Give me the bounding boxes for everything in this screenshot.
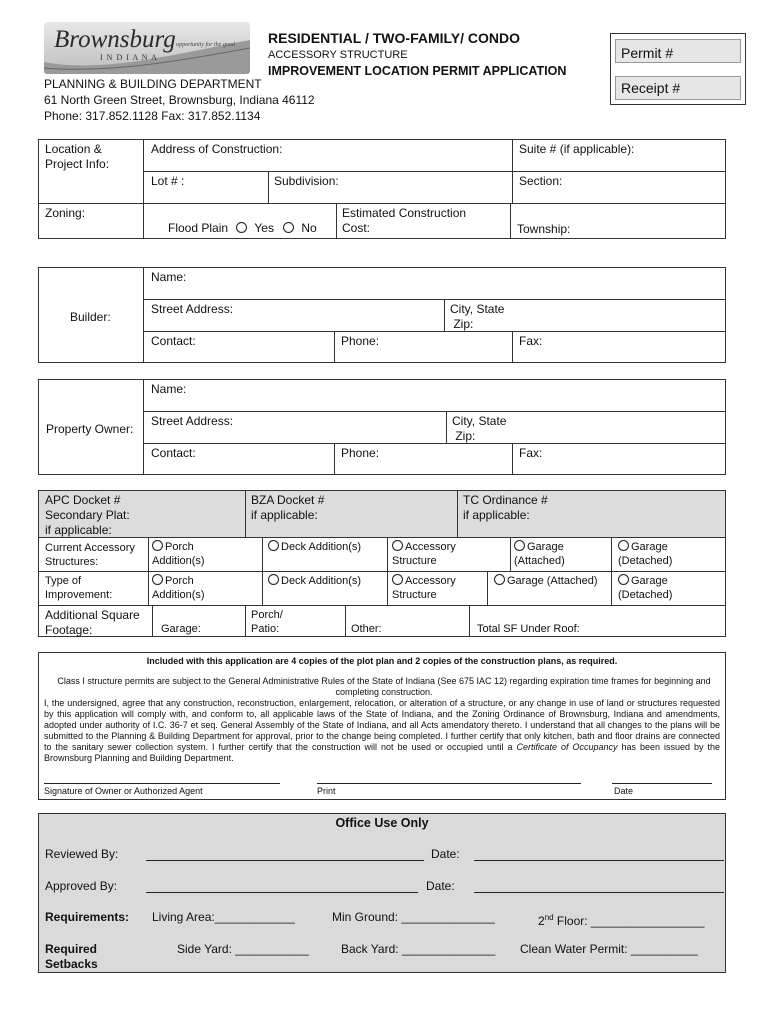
type-garage-attached-option[interactable]: Garage (Attached) — [494, 574, 598, 588]
builder-city-label: City, State Zip: — [450, 302, 505, 331]
location-label: Location & Project Info: — [45, 142, 110, 171]
radio-icon[interactable] — [514, 540, 525, 551]
builder-section — [38, 267, 726, 363]
total-sf-label: Total SF Under Roof: — [477, 623, 580, 635]
back-yard-label: Back Yard: ______________ — [341, 942, 496, 956]
current-structures-label: Current Accessory Structures: — [45, 542, 135, 568]
logo-sub: I N D I A N A — [100, 53, 158, 62]
builder-name-label: Name: — [151, 270, 187, 284]
second-floor-label: 2nd Floor: _________________ — [538, 913, 705, 928]
flood-plain-yes-radio[interactable] — [236, 222, 247, 233]
current-accessory-option[interactable]: Accessory Structure — [392, 541, 456, 567]
garage-sqft-label: Garage: — [161, 623, 201, 635]
builder-fax-label: Fax: — [519, 334, 543, 348]
form-title-line1: RESIDENTIAL / TWO-FAMILY/ CONDO — [268, 30, 521, 46]
type-deck-option[interactable]: Deck Addition(s) — [268, 574, 361, 588]
radio-icon[interactable] — [392, 574, 403, 585]
dept-phone: Phone: 317.852.1128 Fax: 317.852.1134 — [44, 109, 261, 123]
apc-docket-label: APC Docket # Secondary Plat: if applicable: — [45, 493, 130, 537]
reviewed-date-line[interactable] — [474, 860, 724, 861]
certification-text: I, the undersigned, agree that any construction, reconstruction, enlargement, relocation, or alteration of a structure, or any change in use of land or structures requested by this application will comply with, and conform to, all applicable laws of the State of Indiana, and the Zoning Ordinance of Brownsburg, Indiana and amendments, adopted under authority of I.C. 36-7 et seq. General Assembly of the State of Indiana, and all Acts amendatory thereto. I understand that all changes to the plans will be submitted to the Planning & Building Department for approval, prior to the change being completed. I further certify that only kitchen, bath and floor drains are connected to the sanitary sewer collection system. I further certify that the construction will not be used or occupied until a Certificate of Occupancy has been issued by the Brownsburg Planning and Building Department. — [44, 698, 720, 763]
dept-name: PLANNING & BUILDING DEPARTMENT — [44, 77, 262, 91]
requirements-label: Requirements: — [45, 910, 130, 924]
approved-date-label: Date: — [426, 879, 455, 893]
address-of-construction-label: Address of Construction: — [151, 142, 283, 156]
included-copies-heading: Included with this application are 4 copies of the plot plan and 2 copies of the construction plans, as required. — [146, 656, 618, 666]
section-label: Section: — [519, 174, 563, 188]
current-garage-detached-option[interactable]: Garage (Detached) — [618, 541, 673, 567]
date-label: Date — [614, 786, 634, 796]
type-porch-option[interactable]: Porch Addition(s) — [152, 575, 205, 601]
min-ground-label: Min Ground: ______________ — [332, 910, 495, 924]
form-title-line3: IMPROVEMENT LOCATION PERMIT APPLICATION — [268, 64, 567, 78]
approved-by-label: Approved By: — [45, 879, 118, 893]
owner-phone-label: Phone: — [341, 446, 380, 460]
owner-label: Property Owner: — [46, 422, 134, 436]
radio-icon[interactable] — [152, 540, 163, 551]
approved-date-line[interactable] — [474, 892, 724, 893]
radio-icon[interactable] — [268, 574, 279, 585]
form-title-line2: ACCESSORY STRUCTURE — [268, 49, 408, 61]
current-porch-option[interactable]: Porch Addition(s) — [152, 541, 205, 567]
builder-street-label: Street Address: — [151, 302, 234, 316]
tc-ordinance-label: TC Ordinance # if applicable: — [463, 493, 548, 522]
radio-icon[interactable] — [618, 574, 629, 585]
owner-section — [38, 379, 726, 475]
permit-box — [610, 33, 746, 105]
other-sqft-label: Other: — [351, 623, 382, 635]
logo-tagline: opportunity for the good — [176, 42, 235, 48]
reviewed-by-line[interactable] — [146, 860, 424, 861]
bza-docket-label: BZA Docket # if applicable: — [251, 493, 325, 522]
reviewed-date-label: Date: — [431, 847, 460, 861]
owner-fax-label: Fax: — [519, 446, 543, 460]
suite-label: Suite # (if applicable): — [519, 142, 635, 156]
receipt-number-label: Receipt # — [621, 80, 681, 96]
current-garage-attached-option[interactable]: Garage (Attached) — [514, 541, 565, 567]
side-yard-label: Side Yard: ___________ — [177, 942, 309, 956]
type-of-improvement-label: Type of Improvement: — [45, 575, 113, 601]
lot-label: Lot # : — [151, 174, 185, 188]
print-label: Print — [317, 786, 336, 796]
owner-name-label: Name: — [151, 382, 187, 396]
subdivision-label: Subdivision: — [274, 174, 339, 188]
builder-label: Builder: — [70, 310, 111, 324]
clean-water-permit-label: Clean Water Permit: __________ — [520, 942, 698, 956]
living-area-label: Living Area:____________ — [152, 910, 295, 924]
flood-plain-no-radio[interactable] — [283, 222, 294, 233]
porch-patio-sqft-label: Porch/ Patio: — [251, 609, 283, 635]
radio-icon[interactable] — [618, 540, 629, 551]
township-label: Township: — [517, 222, 571, 236]
signature-label: Signature of Owner or Authorized Agent — [44, 786, 203, 796]
radio-icon[interactable] — [152, 574, 163, 585]
radio-icon[interactable] — [268, 540, 279, 551]
required-setbacks-label: Required Setbacks — [45, 942, 98, 971]
flood-plain-label: Flood Plain Yes No — [168, 221, 317, 235]
builder-contact-label: Contact: — [151, 334, 196, 348]
reviewed-by-label: Reviewed By: — [45, 847, 119, 861]
builder-phone-label: Phone: — [341, 334, 380, 348]
owner-city-label: City, State Zip: — [452, 414, 507, 443]
logo — [44, 22, 250, 74]
type-garage-detached-option[interactable]: Garage (Detached) — [618, 575, 673, 601]
class1-text: Class I structure permits are subject to the General Administrative Rules of the State of Indiana (See 675 IAC 12) regarding expiration time frames for beginning and completing construction. — [57, 676, 711, 697]
type-accessory-option[interactable]: Accessory Structure — [392, 575, 456, 601]
permit-number-label: Permit # — [621, 45, 674, 61]
logo-name: Brownsburg — [54, 26, 176, 53]
approved-by-line[interactable] — [146, 892, 418, 893]
current-deck-option[interactable]: Deck Addition(s) — [268, 540, 361, 554]
zoning-label: Zoning: — [45, 206, 86, 220]
radio-icon[interactable] — [392, 540, 403, 551]
additional-sqft-label: Additional Square Footage: — [45, 608, 140, 637]
dept-address: 61 North Green Street, Brownsburg, Indiana 46112 — [44, 93, 315, 107]
estimated-cost-label: Estimated Construction Cost: — [342, 206, 467, 235]
office-use-title: Office Use Only — [335, 816, 429, 830]
owner-street-label: Street Address: — [151, 414, 234, 428]
radio-icon[interactable] — [494, 574, 505, 585]
owner-contact-label: Contact: — [151, 446, 196, 460]
